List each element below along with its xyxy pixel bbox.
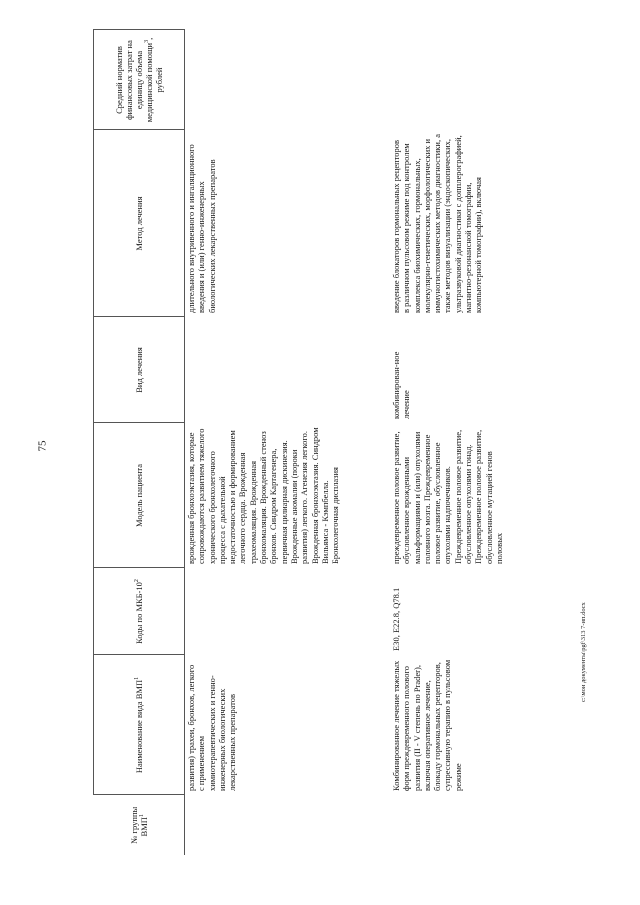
cell-vmp-name: развития) трахеи, бронхов, легкого с применением химиотерапевтических и генно-инженерных биологических лекарственных препаратов [186, 664, 238, 791]
table-header-row [94, 30, 185, 855]
cell-group [390, 795, 508, 855]
cell-treatment-method: введение блокаторов гормональных рецепторов в различном пульсовом режиме под контролем комплекса биохимических, гормональных, молекулярно-генетических, морфологических и иммуногистохимических методов диагностики, а также методов визуализации (эндоскопических, ультразвуковой диагностики с допплерографией, магнитно-резонансной томографии, компьютерной томографии), включая [391, 134, 484, 313]
cell-treatment-method: длительного внутривенного и ингаляционного введения и (или) генно-инженерных биологических лекарственных препаратов [186, 144, 217, 313]
cell-vmp-name: Комбинированное лечение тяжелых форм преждевременного полового развития (II - V степень по Prader), включая оперативное лечение, блокаду гормональных рецепторов, супрессивную терапию в пульсовом режиме [391, 659, 463, 791]
header-treatment-type: Вид лечения [94, 317, 185, 423]
header-vmp-name: Наименование вида ВМП$^1$ [94, 655, 185, 795]
table-row [390, 30, 508, 855]
header-treatment-method: Метод лечения [94, 130, 185, 317]
cell-icd-codes: E30, E22.8, Q78.1 [391, 587, 401, 651]
page-number: 75 [36, 440, 49, 452]
cell-cost [390, 30, 508, 130]
header-patient-model: Модель пациента [94, 423, 185, 568]
header-cost-norm: Средний норматив финансовых затрат на единицу объема медицинской помощи$^3$, рублей [94, 30, 185, 130]
cell-treatment-type: комбинирован-ное лечение [391, 351, 412, 419]
header-icd-codes: Коды по МКБ-$10^2$ [94, 568, 185, 655]
cell-patient-model: преждевременное половое развитие, обусловленное врожденными мальформациями и (или) опухолями головного мозга. Преждевременное половое развитие, обусловленное опухолями надпочечников. Преждевременное половое развитие, обусловленное опухолями гонад. Преждевременное половое развитие, обусловленное мутацией генов половых [391, 429, 504, 564]
footer-file-path: c:\мои документы\pgf\313 7-ип.docx [580, 602, 587, 702]
rotated-page-content [93, 30, 593, 855]
cell-treatment-type [185, 317, 391, 423]
header-group-no: № группы ВМП$^1$ [94, 795, 185, 855]
cell-cost [185, 30, 391, 130]
cell-group [185, 795, 391, 855]
cell-icd-codes [185, 568, 391, 655]
vmp-table [93, 30, 508, 856]
table-row [185, 30, 391, 855]
cell-patient-model: врожденная бронхоэктазия, которые сопровождаются развитием тяжелого хронического бронхолегочного процесса с дыхательной недостаточностью и формированием легочного сердца. Врожденная трахеомаляция. Врожденная бронхомаляция. Врожденный стеноз бронхов. Синдром Картагенера, первичная цилиарная дискинезия. Врожденные аномалии (пороки развития) легкого. Агенезия легкого. Врожденная бронхоэктазия. Синдром Вильямса - Кэмпбелла. Бронхолегочная дисплазия [186, 427, 341, 564]
